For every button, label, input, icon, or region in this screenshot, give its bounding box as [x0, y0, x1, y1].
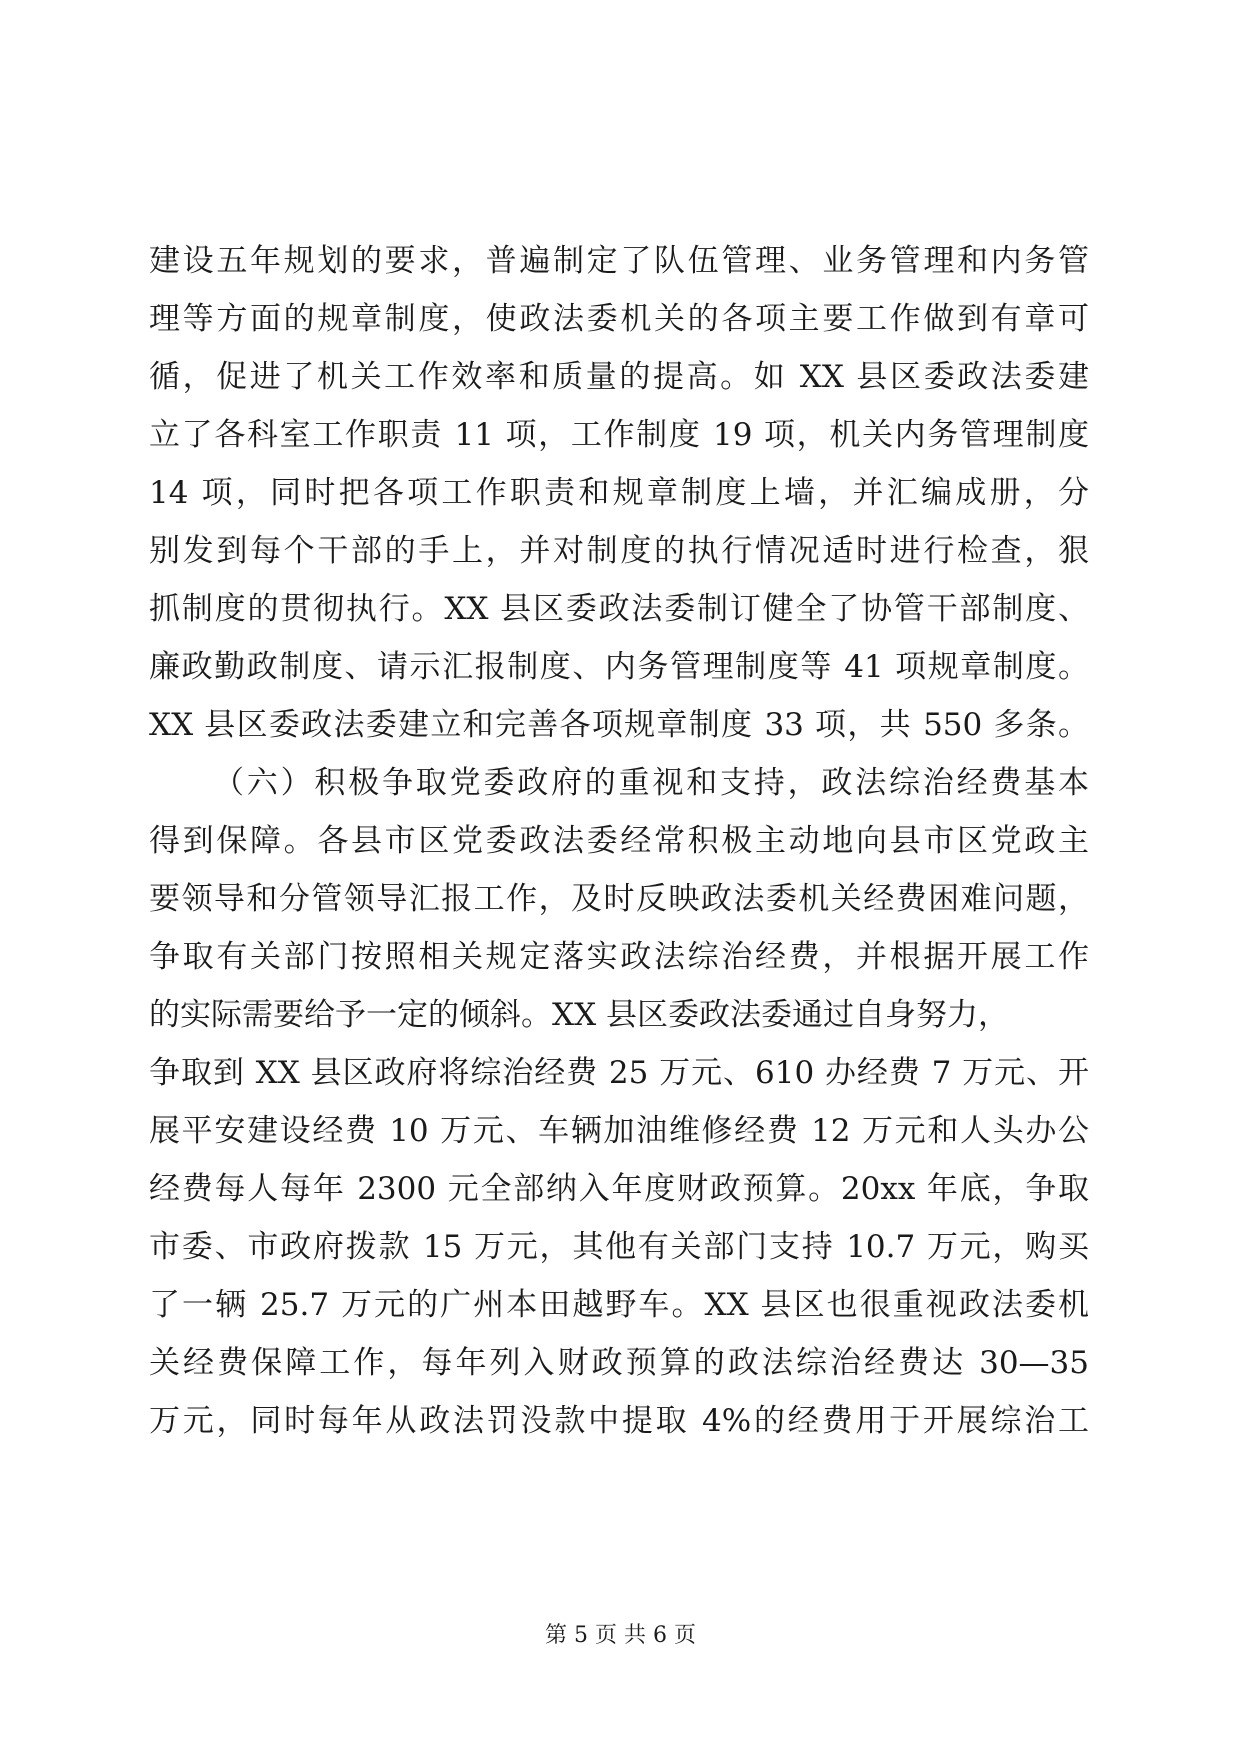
text-line: 市委、市政府拨款 15 万元，其他有关部门支持 10.7 万元，购买 — [149, 1229, 1089, 1265]
text-line: 别发到每个干部的手上，并对制度的执行情况适时进行检查，狠 — [149, 533, 1089, 569]
text-line: 了一辆 25.7 万元的广州本田越野车。XX 县区也很重视政法委机 — [149, 1287, 1089, 1323]
text-line: 的实际需要给予一定的倾斜。XX 县区委政法委通过自身努力， — [149, 997, 1009, 1033]
text-line: 廉政勤政制度、请示汇报制度、内务管理制度等 41 项规章制度。 — [149, 649, 1089, 685]
text-line: 建设五年规划的要求，普遍制定了队伍管理、业务管理和内务管 — [149, 243, 1089, 279]
text-line: 抓制度的贯彻执行。XX 县区委政法委制订健全了协管干部制度、 — [149, 591, 1089, 627]
text-line: 得到保障。各县市区党委政法委经常积极主动地向县市区党政主 — [149, 823, 1089, 859]
text-line: 万元，同时每年从政法罚没款中提取 4%的经费用于开展综治工 — [149, 1403, 1089, 1439]
paragraph-heading-line: （六）积极争取党委政府的重视和支持，政法综治经费基本 — [213, 765, 1089, 801]
text-line: 经费每人每年 2300 元全部纳入年度财政预算。20xx 年底，争取 — [149, 1171, 1089, 1207]
text-line: 要领导和分管领导汇报工作，及时反映政法委机关经费困难问题， — [149, 881, 1089, 917]
text-line: XX 县区委政法委建立和完善各项规章制度 33 项，共 550 多条。 — [149, 707, 1089, 743]
text-line: 展平安建设经费 10 万元、车辆加油维修经费 12 万元和人头办公 — [149, 1113, 1089, 1149]
text-line: 立了各科室工作职责 11 项，工作制度 19 项，机关内务管理制度 — [149, 417, 1089, 453]
page-number-footer: 第 5 页 共 6 页 — [545, 1623, 696, 1648]
text-line: 14 项，同时把各项工作职责和规章制度上墙，并汇编成册，分 — [149, 475, 1089, 511]
text-line: 争取有关部门按照相关规定落实政法综治经费，并根据开展工作 — [149, 939, 1089, 975]
document-body — [149, 232, 1089, 1450]
text-line: 关经费保障工作，每年列入财政预算的政法综治经费达 30—35 — [149, 1345, 1089, 1381]
text-line: 争取到 XX 县区政府将综治经费 25 万元、610 办经费 7 万元、开 — [149, 1055, 1089, 1091]
text-line: 理等方面的规章制度，使政法委机关的各项主要工作做到有章可 — [149, 301, 1089, 337]
text-line: 循，促进了机关工作效率和质量的提高。如 XX 县区委政法委建 — [149, 359, 1089, 395]
